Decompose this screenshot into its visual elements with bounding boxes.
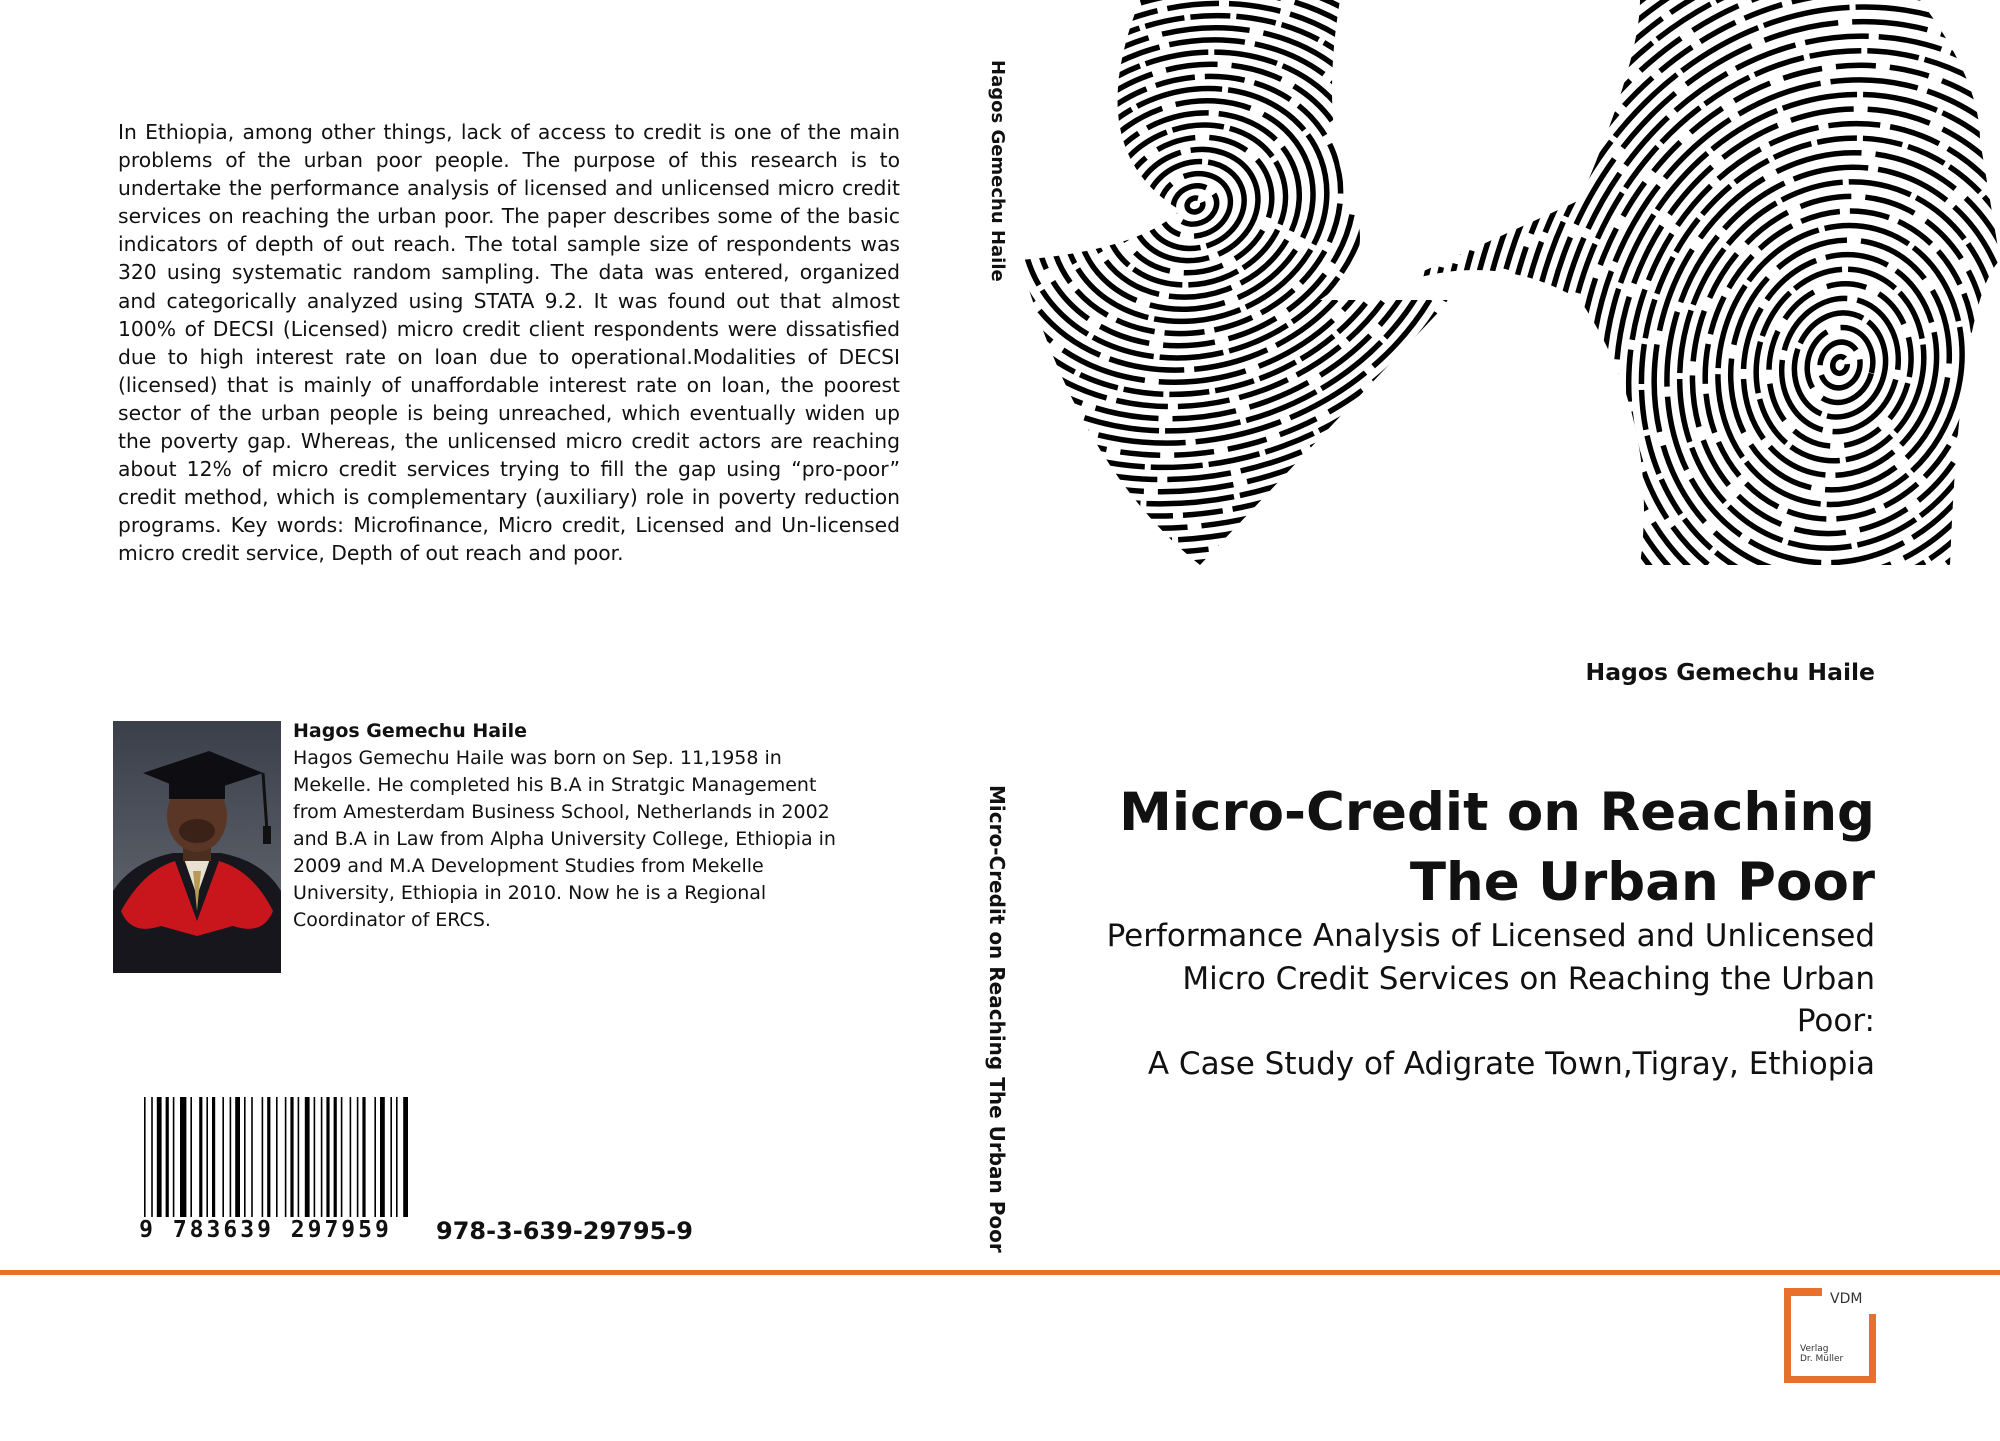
fingerprint-left-shape: [1020, 0, 1704, 565]
bio-author-name: Hagos Gemechu Haile: [293, 720, 528, 742]
fingerprint-right-shape: [1304, 0, 2000, 565]
title-line-2: The Urban Poor: [1409, 852, 1875, 913]
author-photo: [113, 721, 281, 973]
publisher-brand: VDM: [1830, 1291, 1863, 1307]
subtitle-line-1: Performance Analysis of Licensed and Unlicensed: [1106, 918, 1875, 954]
spine-author: Hagos Gemechu Haile: [987, 60, 1008, 282]
title-line-1: Micro-Credit on Reaching: [1119, 782, 1875, 843]
vdm-publisher-logo: [1784, 1288, 1880, 1380]
isbn-number: 978-3-639-29795-9: [436, 1217, 693, 1245]
front-title: [1115, 778, 1875, 918]
back-cover-abstract: In Ethiopia, among other things, lack of access to credit is one of the main problems of the urban poor people. The purpose of this research is to undertake the performance analysis of licensed and unlicensed micro credit services on reaching the urban poor. The paper describes some of the basic indicators of depth of out reach. The total sample size of respondents was 320 using systematic random sampling. The data was entered, organized and categorically analyzed using STATA 9.2. It was found out that almost 100% of DECSI (Licensed) micro credit client respondents were dissatisfied due to high interest rate on loan due to operational.Modalities of DECSI (licensed) that is mainly of unaffordable interest rate on loan, the poorest sector of the urban people is being unreached, which eventually widen up the poverty gap. Whereas, the unlicensed micro credit actors are reaching about 12% of micro credit services trying to fill the gap using “pro-poor” credit method, which is complementary (auxiliary) role in poverty reduction programs. Key words: Microfinance, Micro credit, Licensed and Un-licensed micro credit service, Depth of out reach and poor.: [118, 120, 900, 566]
front-author: Hagos Gemechu Haile: [1585, 658, 1875, 686]
subtitle-line-4: A Case Study of Adigrate Town,Tigray, Ethiopia: [1147, 1045, 1875, 1082]
orange-divider: [0, 1270, 2000, 1275]
fingerprint-artwork: [1020, 0, 2000, 565]
author-bio: [293, 718, 853, 934]
subtitle-line-2: Micro Credit Services on Reaching the Urban: [1182, 960, 1875, 997]
spine-title: Micro-Credit on Reaching The Urban Poor: [985, 785, 1009, 1253]
subtitle-line-3: Poor:: [1796, 1003, 1875, 1039]
barcode-digits: 9 783639 297959: [118, 1217, 413, 1243]
publisher-name: Verlag Dr. Müller: [1800, 1344, 1844, 1364]
isbn-barcode: [140, 1097, 410, 1237]
bio-text: Hagos Gemechu Haile was born on Sep. 11,1958 in Mekelle. He completed his B.A in Stratgic Management from Amesterdam Business School, Netherlands in 2002 and B.A in Law from Alpha University College, Ethiopia in 2009 and M.A Development Studies from Mekelle University, Ethiopia in 2010. Now he is a Regional Coordinator of ERCS.: [293, 747, 836, 931]
front-subtitle: [1095, 915, 1875, 1085]
